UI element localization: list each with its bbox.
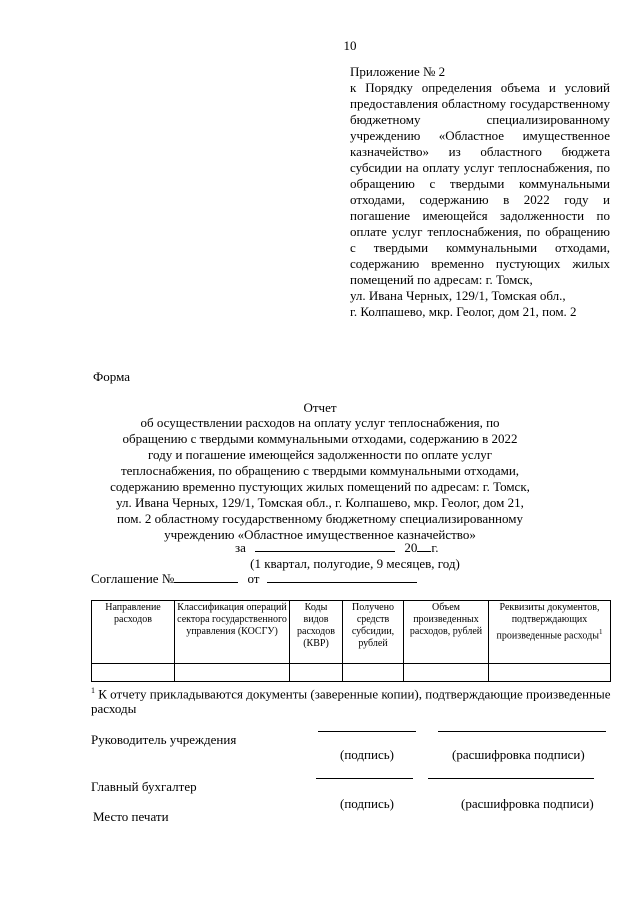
- appendix-body: к Порядку определения объема и условий предоставления областному государственному бюджетному специализированному учреждению «Областное имущественное казначейство» из областного бюджета субсидии на оплату услуг теплоснабжения, по обращению с твердыми коммунальными отходами, содержанию в 2022 году и погашение имеющейся задолженности по оплате услуг теплоснабжения, по обращению с твердыми коммунальными отходами, содержанию временно пустующих жилых помещений по адресам: г. Томск,: [350, 80, 610, 287]
- head-decode-caption: (расшифровка подписи): [452, 747, 585, 762]
- appendix-address-line-2: ул. Ивана Черных, 129/1, Томская обл.,: [350, 288, 566, 303]
- period-suffix: г.: [431, 540, 439, 555]
- stamp-label: Место печати: [93, 809, 169, 824]
- agreement-from-label: от: [247, 571, 260, 586]
- accountant-decode-caption: (расшифровка подписи): [461, 796, 594, 811]
- period-block: [235, 540, 475, 572]
- agreement-date-field[interactable]: [267, 571, 417, 583]
- report-table: [91, 600, 611, 682]
- header-kosgu: Классификация операций сектора государственного управления (КОСГУ): [175, 601, 290, 664]
- period-year-blank-field[interactable]: [417, 540, 431, 552]
- table-cell[interactable]: [343, 664, 404, 682]
- agreement-line: [91, 571, 417, 587]
- report-description: об осуществлении расходов на оплату услуг теплоснабжения, по обращению с твердыми коммунальными отходами, содержанию в 2022 году и погашение имеющейся задолженности по оплате услуг теплоснабжения, по обращению с твердыми коммунальными отходами, содержанию временно пустующих жилых помещений по адресам: г. Томск, ул. Ивана Черных, 129/1, Томская обл., г. Колпашево, мкр. Геолог, дом 21, пом. 2 областному государственному бюджетному специализированному учреждению «Областное имущественное казначейство»: [110, 415, 530, 542]
- period-options: (1 квартал, полугодие, 9 месяцев, год): [250, 556, 460, 571]
- table-cell[interactable]: [290, 664, 343, 682]
- table-cell[interactable]: [404, 664, 489, 682]
- table-cell[interactable]: [175, 664, 290, 682]
- footnote-ref: 1: [598, 628, 603, 636]
- table-cell[interactable]: [489, 664, 611, 682]
- table-header-row: [92, 601, 611, 664]
- footnote: [91, 683, 611, 716]
- head-signature-caption: (подпись): [340, 747, 394, 762]
- footnote-marker: 1: [91, 686, 95, 695]
- head-signature-field[interactable]: [318, 731, 416, 732]
- accountant-decode-field[interactable]: [428, 778, 594, 779]
- footnote-text: К отчету прикладываются документы (заверенные копии), подтверждающие произведенные расходы: [91, 686, 611, 717]
- header-subsidy-received: Получено средств субсидии, рублей: [343, 601, 404, 664]
- page-number: 10: [343, 38, 357, 53]
- report-title: Отчет: [303, 400, 337, 415]
- header-kvr: Коды видов расходов (КВР): [290, 601, 343, 664]
- header-direction: Направление расходов: [92, 601, 175, 664]
- period-year-prefix: 20: [404, 540, 418, 555]
- agreement-number-field[interactable]: [174, 571, 238, 583]
- head-label: Руководитель учреждения: [91, 732, 237, 747]
- agreement-label: Соглашение №: [91, 571, 175, 586]
- header-expenses-volume: Объем произведенных расходов, рублей: [404, 601, 489, 664]
- appendix-block: [350, 64, 610, 320]
- appendix-address-line-3: г. Колпашево, мкр. Геолог, дом 21, пом. 2: [350, 304, 577, 319]
- form-label: Форма: [93, 369, 130, 384]
- head-decode-field[interactable]: [438, 731, 606, 732]
- accountant-signature-field[interactable]: [316, 778, 413, 779]
- table-cell[interactable]: [92, 664, 175, 682]
- accountant-signature-caption: (подпись): [340, 796, 394, 811]
- header-documents-text: Реквизиты документов, подтверждающих произведенные расходы: [496, 602, 600, 642]
- accountant-label: Главный бухгалтер: [91, 779, 197, 794]
- period-blank-field[interactable]: [255, 540, 395, 552]
- period-prefix: за: [235, 540, 246, 555]
- table-row: [92, 664, 611, 682]
- appendix-title: Приложение № 2: [350, 64, 446, 79]
- header-documents: [489, 601, 611, 664]
